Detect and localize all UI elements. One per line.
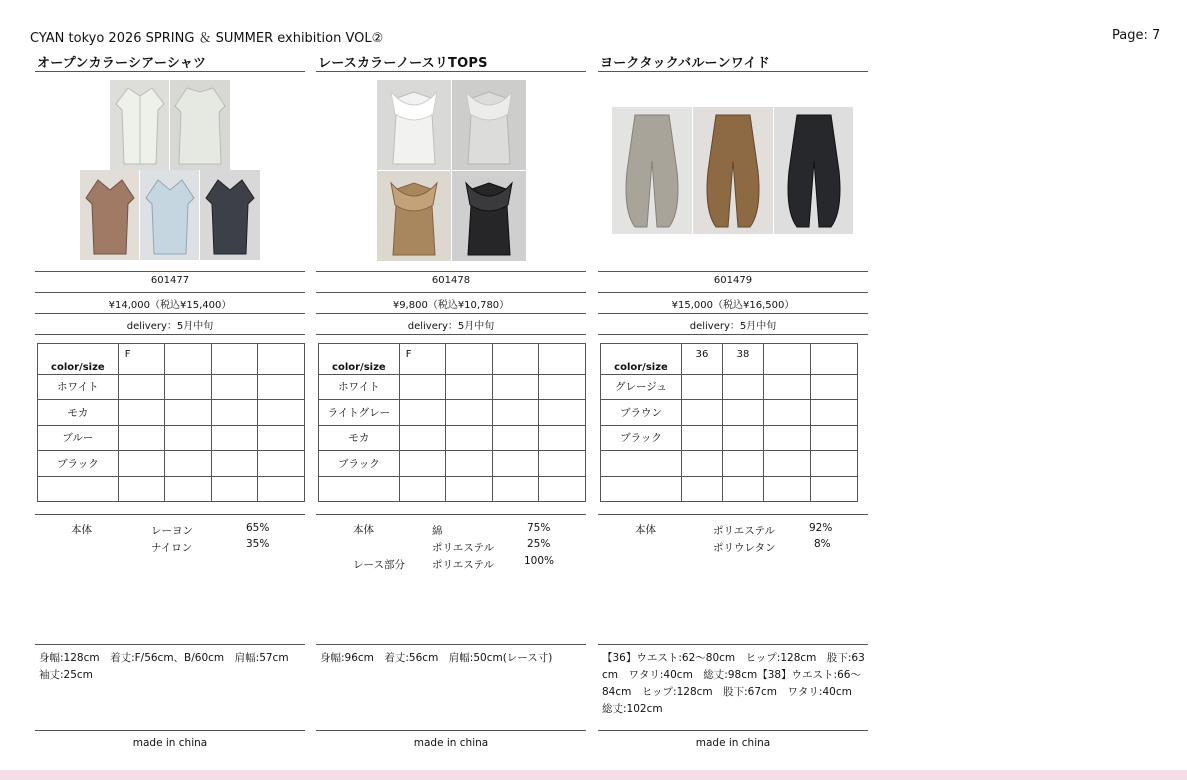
material-part: 本体 [353,524,374,536]
qty-cell[interactable] [539,476,586,502]
material-part: レース部分 [353,559,405,571]
product-photo [452,80,526,170]
divider [316,71,586,72]
color-label [38,476,119,502]
divider [35,313,305,314]
material-name: ポリエステル [713,525,776,537]
qty-cell[interactable] [539,400,586,426]
page-number: Page: 7 [1112,28,1161,43]
material-name: レーヨン [151,525,193,537]
material-name: 綿 [432,525,443,537]
qty-cell[interactable] [399,476,446,502]
qty-cell[interactable] [682,451,723,477]
qty-cell[interactable] [723,476,764,502]
product-code: 601478 [431,275,471,286]
qty-cell[interactable] [682,476,723,502]
product-code: 601479 [713,275,753,286]
product-photo [693,107,773,234]
qty-cell[interactable] [539,374,586,400]
product-price: ¥9,800（税込¥10,780） [392,300,510,311]
qty-cell[interactable] [258,476,305,502]
qty-cell[interactable] [118,451,165,477]
material-percent: 65% [246,522,270,534]
qty-cell[interactable] [399,451,446,477]
qty-cell[interactable] [258,425,305,451]
delivery-date: delivery：5月中旬 [126,321,214,332]
divider [316,313,586,314]
divider [598,271,868,272]
qty-cell[interactable] [446,451,493,477]
color-label: ブラウン [601,400,682,426]
qty-cell[interactable] [811,400,858,426]
divider [35,71,305,72]
divider [598,334,868,335]
product-photo [140,170,199,260]
qty-cell[interactable] [811,374,858,400]
measurements: 身幅:128cm 着丈:F/56cm、B/60cm 肩幅:57cm 袖丈:25cm [39,652,300,681]
qty-cell[interactable] [446,425,493,451]
qty-cell[interactable] [446,374,493,400]
size-label: F [399,344,446,375]
size-label [258,344,305,375]
divider [598,730,868,731]
material-name: ポリエステル [432,559,495,571]
material-percent: 25% [527,538,551,550]
product-photo [774,107,853,234]
qty-cell[interactable] [539,451,586,477]
color-label: ブラック [601,425,682,451]
qty-cell[interactable] [682,374,723,400]
product-column [598,52,868,749]
color-label: モカ [319,425,400,451]
origin-label: made in china [695,737,771,749]
measurements: 身幅:96cm 着丈:56cm 肩幅:50cm(レース寸) [320,652,553,664]
order-grid [318,343,586,502]
qty-cell[interactable] [539,425,586,451]
qty-cell[interactable] [764,451,811,477]
divider [598,644,868,645]
delivery-date: delivery：5月中旬 [689,321,777,332]
color-label [601,476,682,502]
qty-cell[interactable] [764,425,811,451]
size-label [446,344,493,375]
qty-cell[interactable] [723,425,764,451]
color-label: グレージュ [601,374,682,400]
qty-cell[interactable] [399,425,446,451]
qty-cell[interactable] [492,476,539,502]
material-part: 本体 [71,524,92,536]
size-label: 36 [682,344,723,375]
product-name: レースカラーノースリTOPS [318,56,488,71]
product-name: ヨークタックバルーンワイド [600,56,770,71]
divider [316,271,586,272]
qty-cell[interactable] [165,374,212,400]
grid-header: color/size [38,344,119,375]
size-label [211,344,258,375]
divider [35,730,305,731]
divider [316,334,586,335]
divider [316,514,586,515]
qty-cell[interactable] [165,476,212,502]
qty-cell[interactable] [723,451,764,477]
size-label [539,344,586,375]
product-photo [170,80,230,170]
qty-cell[interactable] [492,425,539,451]
product-photo [377,80,451,170]
divider [598,313,868,314]
material-part: 本体 [635,524,656,536]
product-price: ¥15,000（税込¥16,500） [671,300,795,311]
divider [35,292,305,293]
qty-cell[interactable] [258,400,305,426]
product-name: オープンカラーシアーシャツ [37,56,207,71]
product-photo [377,171,451,261]
grid-header: color/size [319,344,400,375]
qty-cell[interactable] [211,451,258,477]
qty-cell[interactable] [118,374,165,400]
qty-cell[interactable] [682,400,723,426]
color-label [601,451,682,477]
qty-cell[interactable] [211,400,258,426]
qty-cell[interactable] [811,476,858,502]
product-photo [200,170,260,260]
qty-cell[interactable] [446,476,493,502]
material-percent: 35% [246,538,270,550]
qty-cell[interactable] [165,425,212,451]
divider [598,71,868,72]
qty-cell[interactable] [211,425,258,451]
document-title: CYAN tokyo 2026 SPRING ＆ SUMMER exhibition VOL② [30,31,384,46]
color-label: ホワイト [38,374,119,400]
qty-cell[interactable] [258,451,305,477]
qty-cell[interactable] [811,425,858,451]
product-price: ¥14,000（税込¥15,400） [108,300,232,311]
material-name: ポリエステル [432,542,495,554]
qty-cell[interactable] [811,451,858,477]
material-percent: 100% [524,555,555,567]
color-label: ブルー [38,425,119,451]
size-label: 38 [723,344,764,375]
qty-cell[interactable] [446,400,493,426]
qty-cell[interactable] [764,400,811,426]
qty-cell[interactable] [258,374,305,400]
qty-cell[interactable] [764,374,811,400]
qty-cell[interactable] [165,451,212,477]
product-code: 601477 [150,275,190,286]
size-label [165,344,212,375]
qty-cell[interactable] [118,400,165,426]
divider [316,644,586,645]
qty-cell[interactable] [492,400,539,426]
material-name: ポリウレタン [713,542,776,554]
product-column [316,52,586,749]
qty-cell[interactable] [399,374,446,400]
divider [598,292,868,293]
color-label: ブラック [319,451,400,477]
color-label [319,476,400,502]
product-photo [80,170,139,260]
qty-cell[interactable] [118,476,165,502]
origin-label: made in china [132,737,208,749]
delivery-date: delivery：5月中旬 [407,321,495,332]
product-column [35,52,305,749]
color-label: ブラック [38,451,119,477]
measurements: 【36】ウエスト:62～80cm ヒップ:128cm 股下:63cm ワタリ:40cm 総丈:98cm【38】ウエスト:66～84cm ヒップ:128cm 股下:67cm ワタリ:40cm 総丈:102cm [602,652,865,715]
color-label: ホワイト [319,374,400,400]
order-grid [600,343,858,502]
size-label [811,344,858,375]
qty-cell[interactable] [492,451,539,477]
qty-cell[interactable] [165,400,212,426]
color-label: ライトグレー [319,400,400,426]
material-percent: 8% [814,538,831,550]
product-photo [452,171,526,261]
qty-cell[interactable] [723,374,764,400]
material-name: ナイロン [151,542,193,554]
divider [316,730,586,731]
qty-cell[interactable] [118,425,165,451]
qty-cell[interactable] [682,425,723,451]
size-label [764,344,811,375]
qty-cell[interactable] [399,400,446,426]
divider [35,334,305,335]
qty-cell[interactable] [211,476,258,502]
size-label: F [118,344,165,375]
origin-label: made in china [413,737,489,749]
product-photo [612,107,692,234]
qty-cell[interactable] [723,400,764,426]
order-grid [37,343,305,502]
product-photo [110,80,169,170]
grid-header: color/size [601,344,682,375]
color-label: モカ [38,400,119,426]
material-percent: 92% [809,522,833,534]
footer-strip [0,770,1187,780]
material-percent: 75% [527,522,551,534]
qty-cell[interactable] [211,374,258,400]
divider [35,271,305,272]
divider [598,514,868,515]
size-label [492,344,539,375]
divider [35,644,305,645]
qty-cell[interactable] [764,476,811,502]
divider [316,292,586,293]
qty-cell[interactable] [492,374,539,400]
divider [35,514,305,515]
